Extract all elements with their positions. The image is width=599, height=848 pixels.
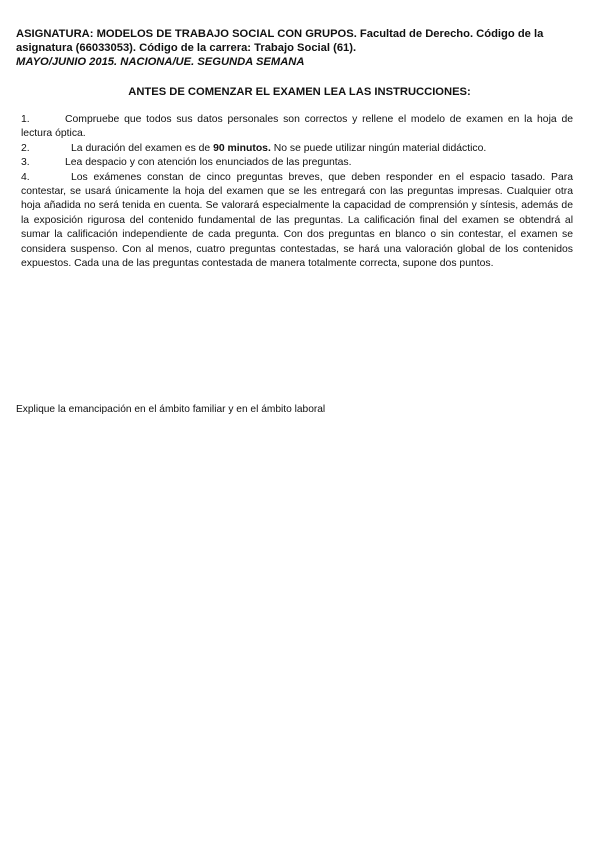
instruction-item bbox=[21, 171, 573, 272]
instruction-text: La duración del examen es de bbox=[71, 142, 214, 154]
instruction-number: 3. bbox=[21, 157, 30, 169]
instruction-number: 4. bbox=[21, 171, 30, 183]
instruction-item bbox=[21, 142, 573, 156]
instruction-text: Compruebe que todos sus datos personales son correctos y rellene el modelo de examen en la hoja de lectura óptica. bbox=[21, 114, 573, 140]
exam-question: Explique la emancipación en el ámbito familiar y en el ámbito laboral bbox=[16, 404, 326, 415]
instruction-text: Los exámenes constan de cinco preguntas breves, que deben responder en el espacio tasado. Para contestar, se usará únicamente la hoja del examen que se les entregará con las preguntas impresas. Cualquier otra hoja añadida no será tenida en cuenta. Se valorará especialmente la capacidad de comprensión y síntesis, además de la exposición rigurosa del contenido fundamental de las preguntas. La calificación final del examen se obtendrá al sumar la calificación independiente de cada pregunta. Con dos preguntas en blanco o sin contestar, el examen se considera suspenso. Con al menos, cuatro preguntas contestadas, se hará una valoración global de los contenidos expuestos. Cada una de las preguntas contestada de manera totalmente correcta, supone dos puntos. bbox=[21, 171, 573, 270]
exam-header bbox=[16, 27, 578, 69]
instruction-item bbox=[21, 113, 573, 142]
duration-emphasis: 90 minutos. bbox=[213, 142, 271, 154]
instruction-text: No se puede utilizar ningún material didáctico. bbox=[270, 142, 487, 154]
course-info: ASIGNATURA: MODELOS DE TRABAJO SOCIAL CON GRUPOS. Facultad de Derecho. Código de la asignatura (66033053). Código de la carrera: Trabajo Social (61). bbox=[16, 28, 544, 54]
instruction-number: 2. bbox=[21, 142, 30, 154]
instruction-item bbox=[21, 156, 573, 170]
instruction-number: 1. bbox=[21, 114, 30, 125]
instructions-list bbox=[21, 113, 573, 271]
instructions-heading: ANTES DE COMENZAR EL EXAMEN LEA LAS INSTRUCCIONES: bbox=[128, 86, 471, 98]
exam-session: MAYO/JUNIO 2015. NACIONA/UE. SEGUNDA SEMANA bbox=[16, 56, 305, 68]
instruction-text: Lea despacio y con atención los enunciados de las preguntas. bbox=[65, 157, 352, 169]
